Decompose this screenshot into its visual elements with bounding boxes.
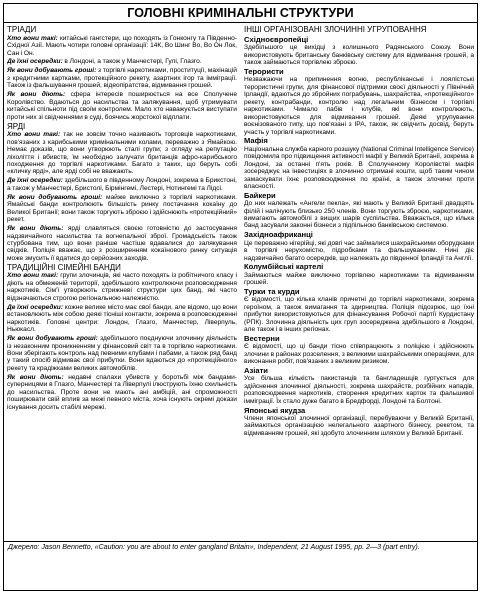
left-column <box>7 25 237 541</box>
section-heading: ЯРДІ <box>7 121 26 131</box>
paragraph-text: Національна служба карного розшуку (National Criminal Intelligence Service) повідомила про підвищення активності мафії у Великій Британії, зокрема в Лондоні, за останні п'ять років. В Сполученому Королівстві мафія зосереджує на інвестиціях в злочинно отримані кошти, щоб таким чином замаскувати їхнє розповсюдження по країні, а також злочини проти власності. <box>244 145 474 190</box>
paragraph <box>7 304 237 334</box>
paragraph-text: з торгівлі наркотиками, проституції, махінацій з кредитними картками, протекційного рекету, азартних ігор та імміграції. Також із фальшування грошей, відеопіратства, відмивання грошей. <box>7 67 237 90</box>
paragraph-lead: Як вони діють: <box>7 225 64 233</box>
subsection-heading: Західноафриканці <box>244 230 313 240</box>
right-column <box>244 25 474 541</box>
paragraph <box>244 296 474 333</box>
paragraph-text: Є відомості, що ці банди тісно співпрацюють з поліцією і здійснюють злочини в районах розселення, з великими шахрайськими операціями, для виконання робіт, пов'язаних з великим ризиком. <box>244 343 474 366</box>
paragraph-text: Здебільшого це вихідці з колишнього Радянського Союзу. Вони використовують британську банківську систему для відмивання грошей, а також займаються торгівлею зброєю. <box>244 44 474 67</box>
citation-rule <box>4 541 477 542</box>
paragraph <box>7 131 237 176</box>
paragraph <box>7 335 237 372</box>
paragraph <box>7 58 237 65</box>
paragraph <box>244 375 474 405</box>
citation-prefix: Джерело: Jason Bennetto, «Caution: you are about to enter gangland Britain», <box>8 543 258 551</box>
paragraph <box>7 225 237 262</box>
paragraph-text: Незважаючи на припинення вогню, республіканські і лоялістські терористичні групи, для фінансової підтримки своєї діяльності у Північній Ірландії, вдаються до збройних пограбувань, шахрайства, «протекційного» рекету, контрабанди, контролю над легальним бізнесом і торгівлі наркотиками. Чимало пабів і клубів, які вони контролюють, використовуються для відмивання грошей. Деякі угрупування воєнізованого типу, що пов'язані з ІРА, також, як свідчить досвід, беруть участь у торгівлі наркотиками. <box>244 76 474 136</box>
subsection-heading: Байкери <box>244 190 276 200</box>
subsection-heading: Східноєвропейці <box>244 35 309 45</box>
paragraph-text: китайські гангстери, що походять із Гонконгу та Південно-Східної Азії. Мають чотири головні організації: 14К, Во Шинг Во, Во Он Лок, Сан і Он. <box>7 34 237 57</box>
citation-journal: Independent <box>257 543 297 551</box>
subsection-heading: Колумбійські картелі <box>244 262 324 272</box>
paragraph-text: групи злочинців, які часто походять із робітничого класу і діють на обмеженій території, здебільшого контролюючи розповсюдження наркотиків. Сім'ї утворюють стрижневі структури цих банд, які часто відзначаються строгою регіональною належністю. <box>7 272 237 302</box>
paragraph-lead: Як вони діють: <box>7 91 66 99</box>
paragraph-text: Члени японської злочинної організації, перебуваючи у Великій Британії, займаються організацією нелегального азартного бізнесу, рекетом, та відмиванням грошей, які здобуто злочинним шляхом у Великій Британії. <box>244 414 474 437</box>
paragraph <box>244 343 474 365</box>
subsection-heading: Терористи <box>244 67 284 77</box>
paragraph-text: Усе більша кількість пакистанців та бангладешців гуртується для здійснення злочинної діяльності, зокрема шахрайств, розбійних нападів, розповсюдження наркотиків, створення кредитних карток та фальшивої імміграції. Їх стало дуже багато в Бредфорді, Лондоні та Болтоні. <box>244 375 474 405</box>
subsection-heading: Азіати <box>244 366 268 376</box>
paragraph <box>244 146 474 191</box>
paragraph-text: сфера інтересів поширюється на все Сполучене Королівство. Вдаються до насильства та залякування, щоб утримувати китайські спільноти під своїм контролем. Мало хто наважується виступати проти них зі свідченнями в суді, боячись жорстокої відплати. <box>7 91 237 121</box>
paragraph-lead: Де їхні осередки: <box>7 303 64 311</box>
paragraph <box>7 177 237 192</box>
paragraph <box>244 272 474 287</box>
paragraph-lead: Як вони діють: <box>7 373 64 381</box>
paragraph <box>7 272 237 302</box>
subsection-heading: Японські якудза <box>244 405 306 415</box>
paragraph-text: Є відомості, що кілька кланів причетні до торгівлі наркотиками, зокрема героїном, а також вимагання та здирництва. Поліція підозрює, що їхні прибутки використовуються для фінансування Робочої партії Курдистану (РПК). Злочинна діяльність цих груп зосереджена здебільшого в Лондоні, але також і в інших регіонах. <box>244 296 474 334</box>
paragraph <box>7 35 237 57</box>
content-columns <box>4 23 477 541</box>
paragraph-text: До них належать «Ангели пекла», які мають у Великій Британії двадцять філій і налічують близько 250 членів. Вони торгують зброєю, наркотиками, вимагають автомобілі з вищих шарів суспільства. Вважається, що кілька банд засували законні бізнеси з підпільною банківською системою. <box>244 200 474 230</box>
section-heading: ІНШІ ОРГАНІЗОВАНІ ЗЛОЧИННІ УГРУПОВАННЯ <box>244 25 427 34</box>
paragraph-text: так не зовсім точно називають торговців наркотиками, пов'язаних з карибськими кримінальними колами, переважно з Ямайкою. Немає доказів, що вони утворюють сталі групи; з огляду на репутацію ліхоліття і вбивств, їм необхідно залучати британців афро-карибського походження до торгівлі наркотиками. Багато з таких, що беруть собі «кличку ярді», але ярді собі не вважають. <box>7 131 237 176</box>
paragraph-lead: Хто вони такі: <box>7 272 59 280</box>
paragraph <box>7 91 237 121</box>
paragraph-text: майже виключно з торгівлі наркотиками. Ямайські банди контролюють більшість ринку постачання кокаїну до Великої Британії; вони також торгують зброєю і здійснюють «протекційний» рекет. <box>7 193 237 224</box>
paragraph <box>244 44 474 66</box>
source-citation <box>8 543 473 551</box>
paragraph-text: Займаються майже виключно торгівлею наркотиками та відмиванням грошей. <box>244 271 474 287</box>
paragraph-lead: Де їхні осередки: <box>7 58 63 66</box>
paragraph <box>244 415 474 437</box>
section-heading: ТРАДИЦІЙНІ СІМЕЙНІ БАНДИ <box>7 262 121 272</box>
paragraph <box>244 76 474 136</box>
paragraph-text: здебільшого поєднуючи злочинну діяльність із незаконним проникненням у фінансовий світ та в торгівлю наркотиками. Вони зберігають контроль над певними клубами і пабами, а також ряд банд у такий спосіб відмиває свої прибутки. Вони вдаються до «протекційного» рекету та крадіжками великих автомобілів. <box>7 335 237 372</box>
paragraph-lead: Як вони добувають гроші: <box>7 67 97 75</box>
paragraph <box>7 67 237 89</box>
paragraph-lead: Хто вони такі: <box>7 34 58 42</box>
paragraph-text: кожне велике місто має свої банди, але відомо, що вони встановлюють між собою деякі тісніші контакти, зокрема в розповсюдженні наркотиків. Головні центри: Лондон, Глазго, Манчестер, Ліверпуль, Ньюкасл. <box>7 303 237 334</box>
paragraph-lead: Хто вони такі: <box>7 131 61 139</box>
subsection-heading: Турки та курди <box>244 287 300 297</box>
paragraph-lead: Де їхні осередки: <box>7 177 63 185</box>
paragraph-text: недавні спалахи убивств у боротьбі між бандами-суперницями в Глазго, Манчестері та Ліверпулі ілюструють їхню схильність до насильства. Проте вони не мають ані амбіцій, ані спроможності поширювати свій вплив за межі певного міста, хоча існують окремі докази існування досить стабілі мережі. <box>7 373 237 411</box>
paragraph-lead: Як вони добувають гроші: <box>7 335 98 343</box>
paragraph <box>7 194 237 224</box>
subsection-heading: Вестерни <box>244 334 280 344</box>
page-title: ГОЛОВНІ КРИМІНАЛЬНІ СТРУКТУРИ <box>4 4 477 23</box>
paragraph-text: в Лондоні, а також у Манчестері, Гулі, Глазго. <box>62 58 202 66</box>
paragraph-text: ярді славляться своєю готовністю до застосування надзвичайного насильства та вогнепальної зброї. Громадськість також стурбована тим, що вони раніше частіше вдавалися до залякування свідків. Поліція вважає, що з розширенням кокаїнового ринку ситуація може змусить її вдатися до серйозних заходів. <box>7 225 237 262</box>
paragraph-text: Це переважно нігерійці, які довгі час займалися шахрайськими оборудками в торгівлі нерухомістю, підробками та фальшуванням. Нині діє надзвичайно багато осередків, що належать до південної Ірландії та Англії. <box>244 239 474 262</box>
paragraph <box>7 374 237 411</box>
citation-suffix: , 21 August 1995, pp. 2—3 (part entry). <box>296 543 420 551</box>
paragraph-lead: Як вони добувають гроші: <box>7 193 103 201</box>
subsection-heading: Мафія <box>244 136 268 146</box>
document-page <box>3 3 478 591</box>
section-heading: ТРІАДИ <box>7 25 37 34</box>
paragraph-text: здебільшого в південному Лондоні, зокрема в Брикстоні, а також у Манчестері, Бристолі, Бірмінгемі, Лестері, Нотингемі та Лідсі. <box>7 177 237 192</box>
paragraph <box>244 200 474 230</box>
paragraph <box>244 240 474 262</box>
